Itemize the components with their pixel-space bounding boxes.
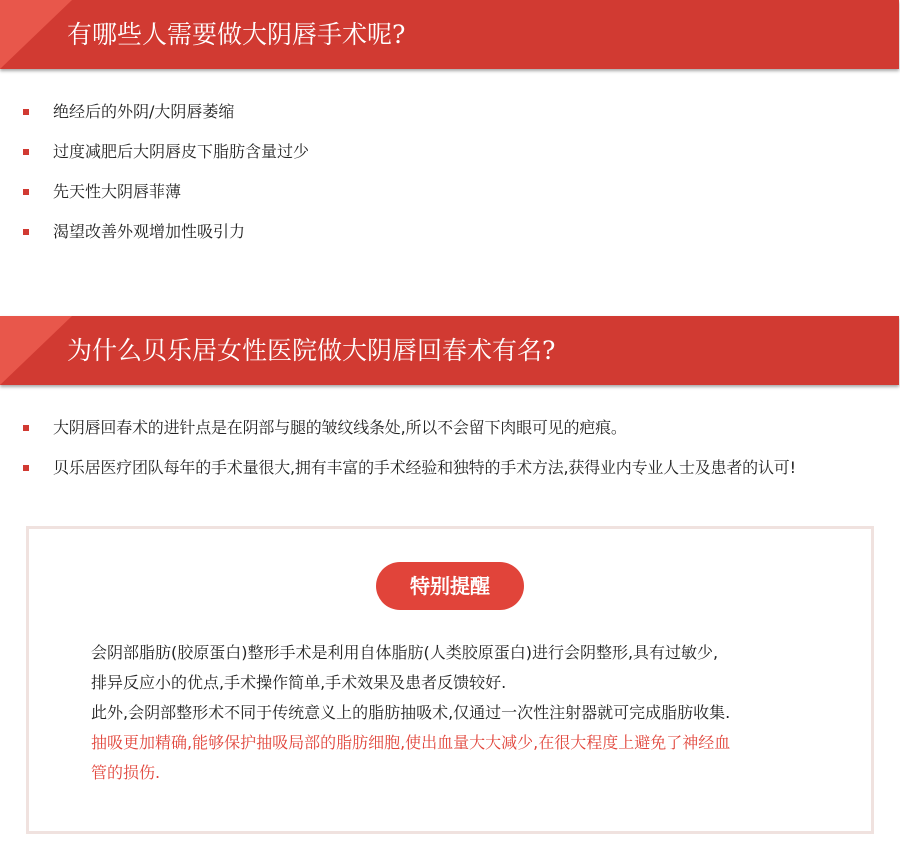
bullet-square-icon (23, 425, 29, 431)
list-item (0, 172, 900, 212)
header-accent-triangle (0, 0, 72, 69)
header-accent-triangle (0, 316, 72, 385)
list-item-text: 贝乐居医疗团队每年的手术量很大,拥有丰富的手术经验和独特的手术方法,获得业内专业人士及患者的认可! (53, 458, 796, 477)
list-item (0, 448, 900, 488)
notice-line: 此外,会阴部整形术不同于传统意义上的脂肪抽吸术,仅通过一次性注射器就可完成脂肪收集. (91, 703, 731, 722)
list-item-text: 渴望改善外观增加性吸引力 (53, 222, 246, 241)
bullet-square-icon (23, 465, 29, 471)
list-item-text: 过度减肥后大阴唇皮下脂肪含量过少 (53, 142, 310, 161)
list-item-text: 大阴唇回春术的进针点是在阴部与腿的皱纹线条处,所以不会留下肉眼可见的疤痕。 (53, 418, 627, 437)
list-item (0, 92, 900, 132)
section-header-who-needs (0, 0, 899, 69)
list-item (0, 212, 900, 252)
list-item (0, 132, 900, 172)
special-notice-box (26, 526, 874, 834)
notice-line: 排异反应小的优点,手术操作简单,手术效果及患者反馈较好. (91, 673, 507, 692)
notice-line: 会阴部脂肪(胶原蛋白)整形手术是利用自体脂肪(人类胶原蛋白)进行会阴整形,具有过敏少, (91, 643, 719, 662)
special-notice-badge: 特别提醒 (376, 562, 524, 610)
indication-list (0, 92, 900, 252)
bullet-square-icon (23, 229, 29, 235)
notice-highlight-line: 管的损伤. (91, 763, 161, 782)
list-item-text: 先天性大阴唇菲薄 (53, 182, 182, 201)
section-title: 有哪些人需要做大阴唇手术呢? (67, 20, 406, 49)
list-item (0, 408, 900, 448)
bullet-square-icon (23, 149, 29, 155)
notice-body (91, 638, 831, 788)
bullet-square-icon (23, 109, 29, 115)
bullet-square-icon (23, 189, 29, 195)
section-title: 为什么贝乐居女性医院做大阴唇回春术有名? (67, 336, 556, 365)
section-header-why-famous (0, 316, 899, 385)
reasons-list (0, 408, 900, 488)
list-item-text: 绝经后的外阴/大阴唇萎缩 (53, 102, 235, 121)
notice-highlight-line: 抽吸更加精确,能够保护抽吸局部的脂肪细胞,使出血量大大减少,在很大程度上避免了神经血 (91, 733, 731, 752)
